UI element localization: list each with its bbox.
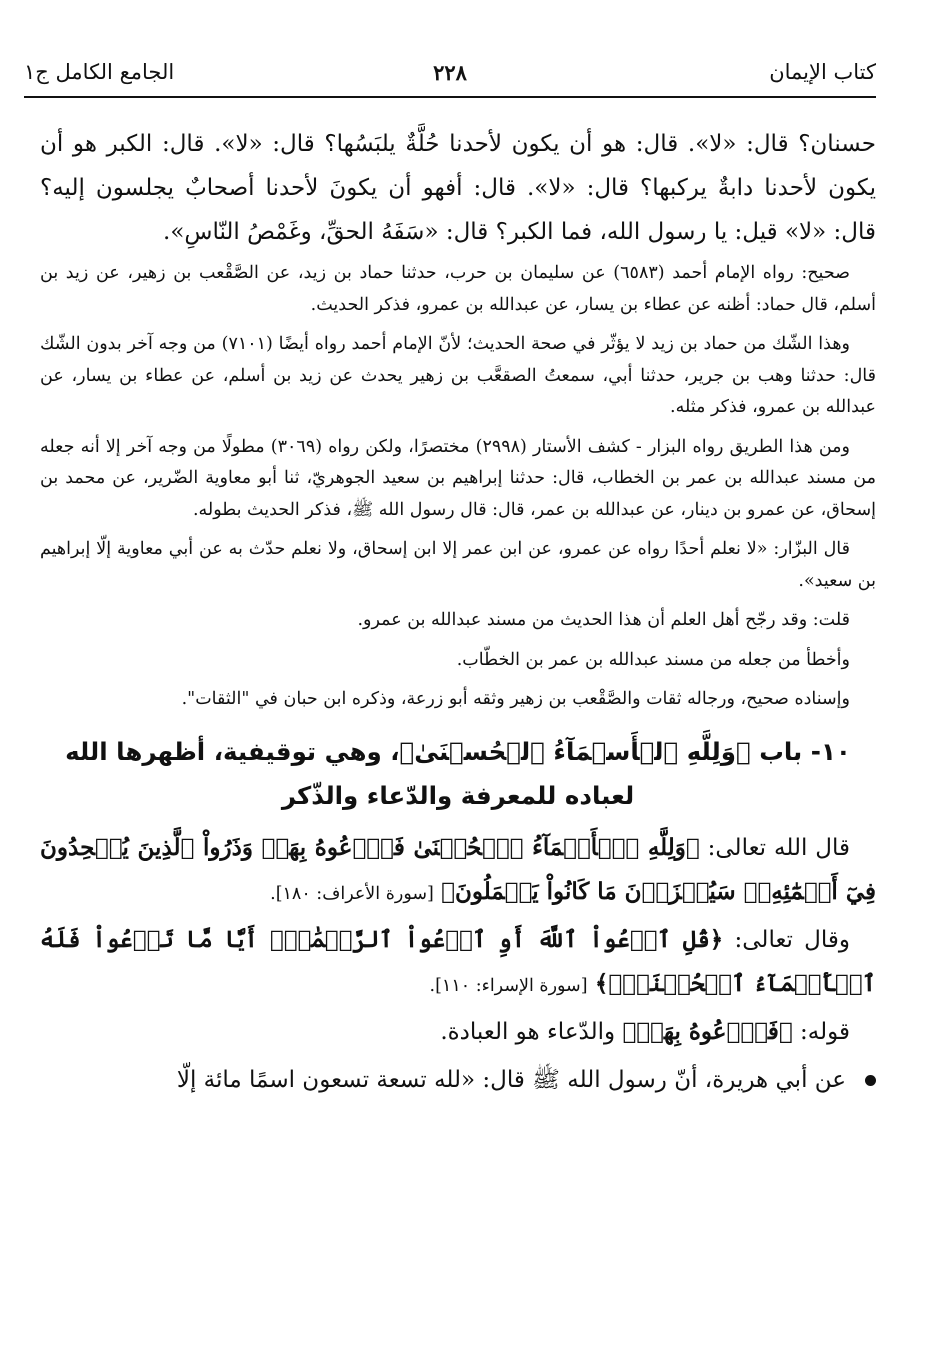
quran-verse: ﴿قُلِ ٱدۡعُواْ ٱللَّهَ أَوِ ٱدۡعُواْ ٱلرَّحۡمَٰنَۖ أَيّٗا مَّا تَدۡعُواْ فَلَهُ ٱلۡأَسۡمَآءُ ٱلۡحُسۡنَىٰۚ﴾ [40,925,876,997]
takhrij-note-5: قلت: وقد رجّح أهل العلم أن هذا الحديث من مسند عبدالله بن عمرو. [357,610,850,630]
takhrij-note-7: وإسناده صحيح، ورجاله ثقات والصَّقْعب بن زهير وثقه أبو زرعة، وذكره ابن حبان في "الثقات". [181,689,850,709]
running-head-book-title: كتاب الإيمان [769,60,876,84]
hadith-continuation: حسنان؟ قال: «لا». قال: هو أن يكون لأحدنا حُلَّةٌ يلبَسُها؟ قال: «لا». قال: الكبر هو أن يكون لأحدنا دابةٌ يركبها؟ قال: «لا». قال: أفهو أن يكونَ لأحدنا أصحابٌ يجلسون إليه؟ قال: «لا» قيل: يا رسول الله، فما الكبر؟ قال: «سَفَهُ الحقِّ، وغَمْصُ النّاسِ». [40,131,876,245]
takhrij-note-1: صحيح: رواه الإمام أحمد (٦٥٨٣) عن سليمان بن حرب، حدثنا حماد بن زيد، عن الصَّقْعب بن زهير، عن زيد بن أسلم، قال حماد: أظنه عن عطاء بن يسار، عن عبدالله بن عمرو، فذكر الحديث. [40,263,876,315]
takhrij-note-3: ومن هذا الطريق رواه البزار - كشف الأستار (٢٩٩٨) مختصرًا، ولكن رواه (٣٠٦٩) مطولًا من وجه آخر إلا أنه جعله من مسند عبدالله بن عمر بن الخطاب، قال: حدثنا إبراهيم بن سعيد الجوهريّ، ثنا أبو معاوية الضّرير، عن محمد بن إسحاق، عن عمرو بن دينار، عن عبدالله بن عمر، قال: قال رسول الله ﷺ، فذكر الحديث بطوله. [40,436,876,520]
page-header [24,54,876,94]
hadith-start-text: عن أبي هريرة، أنّ رسول الله ﷺ قال: «لله تسعة تسعون اسمًا مائة إلّا [176,1066,846,1093]
takhrij-note-4: قال البزّار: «لا نعلم أحدًا رواه عن عمرو، عن ابن عمر إلا ابن إسحاق، ولا نعلم حدّث به عن أبي معاوية إلّا إبراهيم بن سعيد». [40,539,876,591]
verse-intro: قال الله تعالى: [707,834,850,861]
verse-paragraph-2 [40,918,876,1006]
verse-reference: [سورة الأعراف: ١٨٠]. [270,883,434,904]
bullet-dot-icon [865,1075,876,1086]
page-number: ٢٢٨ [433,60,467,85]
verse-intro: قوله: [800,1018,850,1045]
hadith-start [40,1058,876,1102]
verse-intro: وقال تعالى: [734,926,850,953]
takhrij-note-6: وأخطأ من جعله من مسند عبدالله بن عمر بن الخطّاب. [456,649,850,670]
header-divider [24,96,876,98]
page-body [40,122,876,1102]
verse-reference: [سورة الإسراء: ١١٠]. [429,975,588,996]
verse-paragraph-1 [40,826,876,914]
running-head-collection: الجامع الكامل ج١ [24,60,175,84]
quran-verse: ﴿وَلِلَّهِ ٱلۡأَسۡمَآءُ ٱلۡحُسۡنَىٰ فَٱدۡعُوهُ بِهَاۖ وَذَرُواْ ٱلَّذِينَ يُلۡحِدُونَ فِيٓ أَسۡمَٰٓئِهِۦۚ سَيُجۡزَوۡنَ مَا كَانُواْ يَعۡمَلُونَ﴾ [40,833,876,905]
takhrij-note-2: وهذا الشّك من حماد بن زيد لا يؤثّر في صحة الحديث؛ لأنّ الإمام أحمد رواه أيضًا (٧١٠١) من وجه آخر بدون الشّك قال: حدثنا وهب بن جرير، حدثنا أبي، سمعتُ الصقعَّب بن زهير يحدث عن زيد بن أسلم، عن عطاء بن يسار، عن عبدالله بن عمرو، فذكر مثله. [40,334,876,417]
quran-verse: ﴿فَٱدۡعُوهُ بِهَاۖ﴾ [622,1017,793,1045]
verse-commentary: والدّعاء هو العبادة. [440,1018,616,1045]
chapter-heading: ١٠- باب ﴿وَلِلَّهِ ٱلۡأَسۡمَآءُ ٱلۡحُسۡنَىٰ﴾، وهي توقيفية، أظهرها الله لعباده للمعرفة والدّعاء والذّكر [65,736,851,810]
verse-paragraph-3 [40,1010,876,1054]
